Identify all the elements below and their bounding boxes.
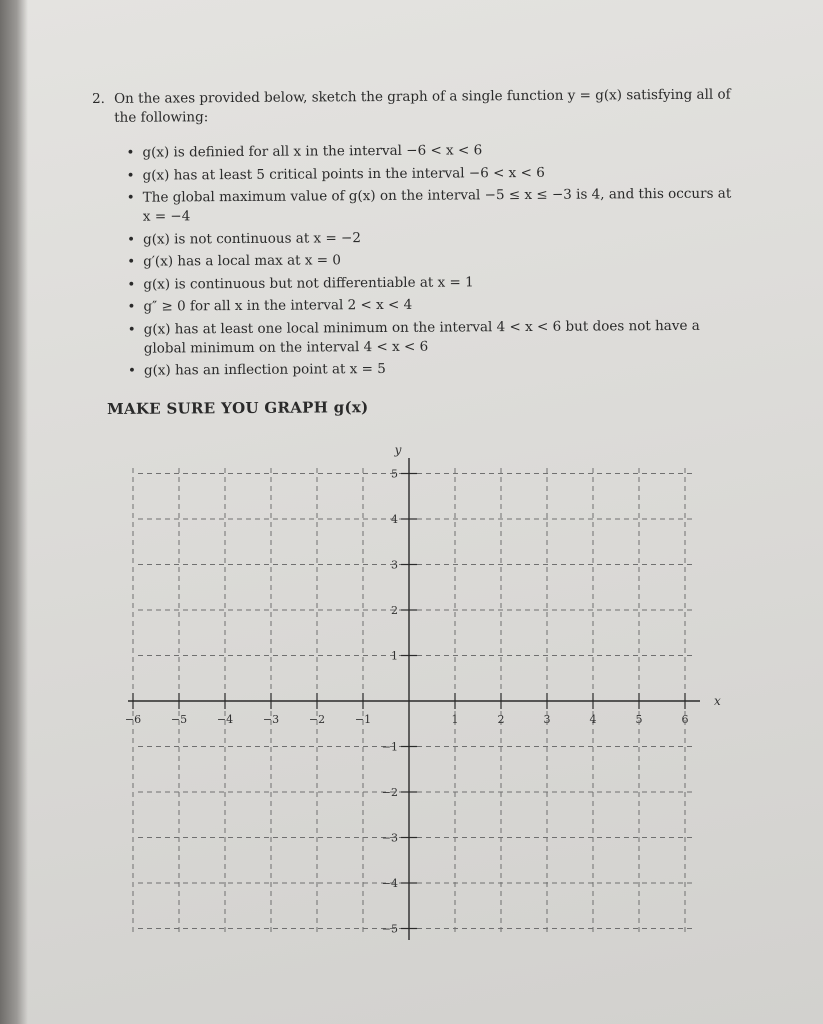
x-tick-label: 6 [681,713,689,726]
coordinate-axes [128,458,700,940]
x-axis-label: x [714,694,721,708]
y-tick-label: −5 [381,922,398,936]
condition-text: g(x) has at least one local minimum on the interval 4 < x < 6 but does not have a global minimum on the interval 4 < x < 6 [143,317,700,357]
condition-text: g″ ≥ 0 for all x in the interval 2 < x < 4 [143,296,413,315]
x-tick-label: 4 [589,713,597,726]
condition-text: g(x) has an inflection point at x = 5 [143,360,386,379]
condition-text: g(x) is continuous but not differentiable at x = 1 [143,273,474,293]
x-tick-label: −5 [170,713,188,726]
y-tick-label: 4 [391,513,398,526]
y-tick-label: 5 [391,467,398,481]
x-tick-label: 2 [497,713,505,726]
condition-text: The global maximum value of g(x) on the interval −5 ≤ x ≤ −3 is 4, and this occurs at x = −4 [142,185,732,225]
x-tick-label: −3 [262,713,280,726]
y-tick-label: −3 [381,831,398,845]
y-tick-label: 2 [391,604,398,617]
y-tick-label: 3 [391,558,398,572]
x-tick-label: −4 [216,713,234,726]
condition-text: g(x) is not continuous at x = −2 [142,229,361,248]
condition-text: g(x) is definied for all x in the interval −6 < x < 6 [142,142,483,161]
condition-text: g′(x) has a local max at x = 0 [143,252,341,270]
y-tick-label: 1 [391,649,398,663]
y-tick-label: −4 [381,877,398,890]
condition-text: g(x) has at least 5 critical points in the interval −6 < x < 6 [142,164,545,184]
y-axis-label: y [394,443,402,457]
y-tick-label: −2 [381,786,398,799]
x-tick-label: −6 [124,713,142,726]
x-tick-label: −1 [354,713,372,726]
x-tick-label: 3 [543,713,551,726]
x-tick-label: 5 [635,713,643,726]
y-tick-label: −1 [381,740,398,754]
graph-instruction: MAKE SURE YOU GRAPH g(x) [107,398,369,418]
problem-intro: On the axes provided below, sketch the graph of a single function y = g(x) satisfying all of the following: [114,86,731,126]
x-tick-label: 1 [451,713,459,726]
x-tick-label: −2 [308,713,326,726]
problem-number: 2. [92,90,106,107]
